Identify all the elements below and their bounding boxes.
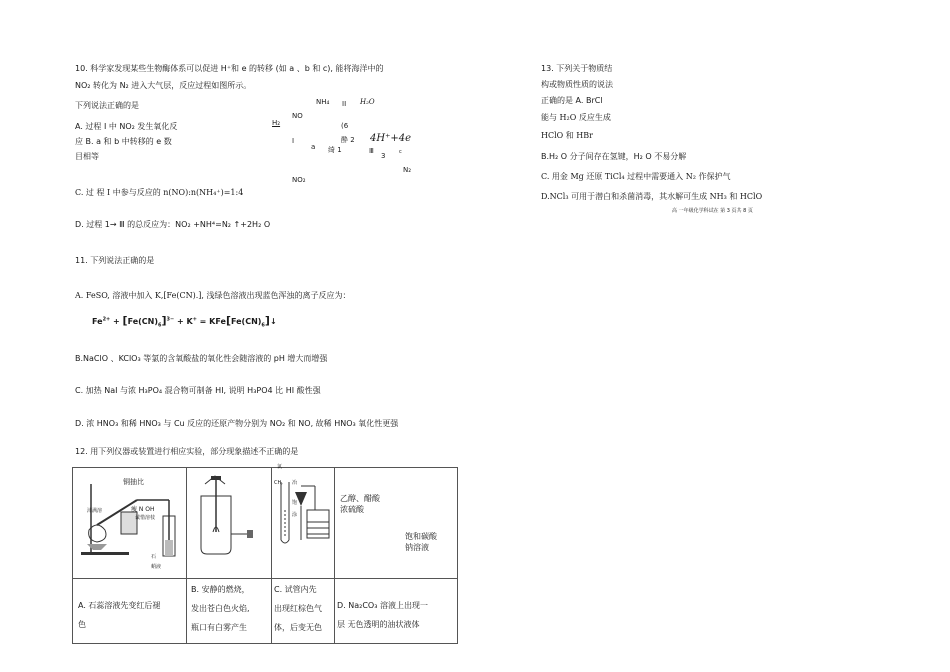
eq-complex: Fe(CN) [127, 317, 159, 326]
row-d-line1: D. Na₂CO₃ 溶液上出现一 [337, 601, 428, 610]
fig-c-label-gas: 冶 [292, 480, 298, 486]
row-b-description [191, 580, 271, 637]
fig-a-label-stone: 石 [151, 554, 157, 560]
q11-ionic-equation: $Fe^{2+} + [Fe(CN)_6]^{3-} + K^+$ = $KFe[Fe(CN)_6]↓$ [92, 314, 277, 329]
q12-experiment-table [72, 464, 458, 644]
eq-plus1: + [110, 317, 123, 326]
fig-a-label-sol: 诚惜溶枝 [135, 515, 156, 521]
row-b-line3: 瓶口有白雾产生 [191, 623, 247, 632]
row-c-line1: C. 试管内先 [274, 585, 317, 594]
fig-c-label-ch4: CH, [274, 480, 283, 486]
fig-nh4: NH₄ [316, 98, 330, 106]
q13-line5: HClO 和 HBr [541, 131, 593, 140]
eq-arrow: ↓ [269, 317, 277, 326]
fig-mark-6: (6 [341, 122, 349, 130]
q13-line2: 构或物质性质的说法 [541, 80, 613, 89]
fig-d-label-1: 乙醇、醋酸 [340, 494, 380, 503]
q11-option-c: C. 加热 NaI 与浓 H₃PO₄ 混合物可制备 HI, 说明 H₃PO4 比 HI 酸性强 [75, 386, 321, 395]
fig-n2: N₂ [403, 166, 412, 174]
fig-n3: 3 [381, 152, 386, 160]
q12-title: 12. 用下列仪器或装置进行相应实验，部分现象描述不正确的是 [75, 447, 299, 456]
fig-d-label-4: 钠溶液 [405, 543, 429, 552]
q13-line4: 能与 H₂O 反应生成 [541, 113, 611, 122]
fig-c-label-cu: 涂 [292, 512, 298, 518]
fig-no-top: NO [292, 112, 303, 120]
eq-k-charge: + [192, 316, 197, 323]
fig-no2: NO₂ [292, 176, 306, 184]
eq-equals: = KFe [196, 317, 226, 326]
eq-plus2: + K [174, 317, 193, 326]
row-c-description [274, 580, 334, 637]
q11-option-a: A. FeSO, 溶液中加入 K,[Fe(CN).], 浅绿色溶液出现蓝色浑浊的离子反应为： [75, 291, 351, 300]
eq-sub6: 6 [158, 322, 162, 329]
fig-a-label-top: 铜抽比 [123, 478, 144, 486]
eq-charge3: 3− [166, 316, 175, 323]
eq-sub6b: 6 [261, 322, 265, 329]
row-b-line2: 发出苍白色火焰, [191, 604, 250, 613]
fig-a-label-left: 沛满溶 [87, 508, 103, 514]
row-d-description [337, 596, 457, 634]
q13-prompt: 正确的是 A. BrCl [541, 96, 603, 105]
fig-a: a [311, 143, 316, 151]
fig-d-label-2: 浓硫酸 [340, 505, 364, 514]
row-c-line2: 出现红棕色气 [274, 604, 322, 613]
apparatus-b-illustration [191, 472, 269, 572]
q10-option-a-line1: A. 过程 Ⅰ 中 NO₂ 发生氧化反 [75, 122, 178, 131]
row-c-line3: 体，后变无色 [274, 623, 322, 632]
fig-h2o: H₂O [360, 98, 375, 106]
q13-option-b: B.H₂ O 分子间存在氢键，H₂ O 不易分解 [541, 152, 687, 161]
fig-mark-ii: ІІ [342, 100, 347, 108]
q10-option-d: D. 过程 1→ Ⅲ 的总反应为：NO₂ +NH⁴=N₂ ↑+2H₂ O [75, 220, 271, 229]
eq-fe: Fe [92, 317, 103, 326]
page-footer: 高 一年级化学科试在 第 3 页共 8 页 [672, 208, 753, 214]
fig-c-label-mid: 饱 [292, 500, 298, 506]
fig-roman-i: Ⅰ [292, 137, 295, 145]
row-d-line2: 层 无色透明的油状液体 [337, 620, 420, 629]
q11-option-d: D. 浓 HNO₃ 和稀 HNO₃ 与 Cu 反应的还原产物分别为 NO₂ 和 NO, 故稀 HNO₃ 氧化性更强 [75, 419, 399, 428]
row-a-line2: 色 [78, 620, 86, 629]
q13-title: 13. 下列关于物质结 [541, 64, 613, 73]
eq-fe-charge: 2+ [102, 316, 111, 323]
row-a-line1: A. 石蕊溶液先变红后褪 [78, 601, 161, 610]
fig-h2-left: H₂ [272, 119, 281, 127]
fig-c-label-top: 氯 [277, 464, 283, 470]
row-b-line1: B. 安静的燃烧， [191, 585, 250, 594]
q10-option-a-line2: 应 B. a 和 b 中转移的 e 数 [75, 137, 172, 146]
q11-option-b: B.NaClO 、KClO₃ 等氯的含氧酸盐的氧化性会随溶液的 pH 增大而增强 [75, 354, 328, 363]
fig-a-label-naoh: 瘦 N OH [131, 506, 155, 513]
q11-title: 11. 下列说法正确的是 [75, 256, 155, 265]
q13-option-d: D.NCl₃ 可用于潜白和杀菌消毒，其水解可生成 NH₃ 和 HClO [541, 192, 763, 201]
fig-enzyme1: 绮 1 [328, 146, 342, 154]
eq-complex2: Fe(CN) [230, 317, 262, 326]
q10-option-c: C. 过 程 Ⅰ 中参与反应的 n(NO):n(NH₄⁺)=1:4 [75, 188, 244, 197]
fig-d-label-3: 饱和碳酸 [405, 532, 437, 541]
q10-option-a-line3: 目相等 [75, 152, 99, 161]
fig-a-label-bottom: 蛸液 [151, 564, 162, 570]
fig-enzyme2: 酔 2 [341, 136, 355, 144]
fig-roman-iii: Ⅲ [369, 147, 374, 155]
q10-prompt: 下列说法正确的是 [75, 101, 139, 110]
q10-stem-line1: 10. 科学家发现某些生物酶体系可以促进 H⁺和 e 的转移 (如 a 、b 和 c), 能将海洋中的 [75, 64, 384, 73]
q13-option-c: C. 用金 Mg 还原 TiCl₄ 过程中需要通入 N₂ 作保护气 [541, 172, 731, 181]
q10-stem-line2: NO₂ 转化为 N₂ 进入大气层，反应过程如图所示。 [75, 81, 252, 90]
fig-eq: 4H⁺+4e [370, 133, 412, 144]
row-a-description [78, 596, 184, 634]
fig-c: c [399, 149, 402, 155]
